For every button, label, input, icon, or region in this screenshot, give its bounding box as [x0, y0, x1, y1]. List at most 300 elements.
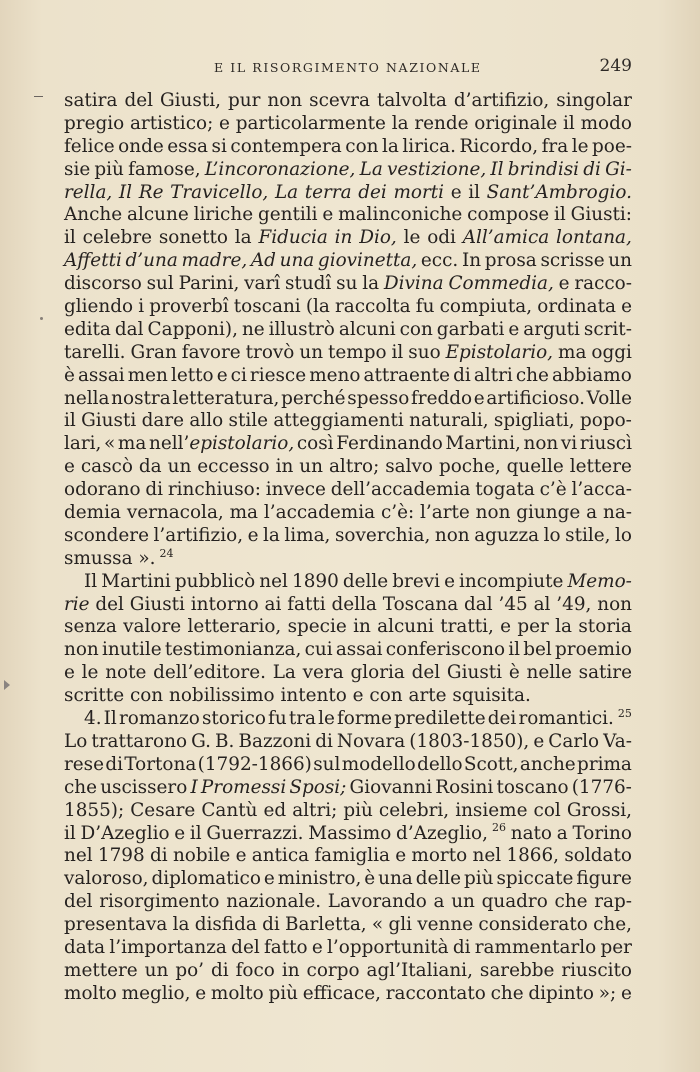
word: corpo [306, 959, 360, 981]
word: e [195, 982, 207, 1004]
word: ma [117, 433, 147, 455]
word: disfida [194, 914, 257, 936]
word: B. [215, 730, 235, 752]
word: Novara [336, 730, 406, 752]
word: risorgimento [99, 891, 220, 913]
word: con [399, 318, 433, 340]
word: attraente [363, 364, 451, 386]
word: cui [304, 639, 333, 661]
word: in [281, 959, 300, 981]
word: pregio [64, 112, 125, 134]
word: letteratura, [172, 387, 280, 409]
word: la [391, 112, 409, 134]
word: modello [341, 753, 416, 775]
word: di [105, 753, 123, 775]
word: a [556, 822, 568, 844]
word: Sposi; [289, 776, 347, 798]
word: e [473, 387, 485, 409]
word: particolarmente [235, 112, 386, 134]
text-line [64, 388, 632, 411]
footnote-ref: 26 [491, 821, 506, 835]
word: odorano [64, 479, 141, 501]
word: il [64, 227, 76, 249]
word: morto [411, 845, 468, 867]
word: giunge [516, 502, 581, 524]
text-line [64, 777, 632, 800]
word: quelle [506, 456, 564, 478]
word: tratti, [440, 616, 494, 638]
word: del [64, 891, 93, 913]
word: brindisi [507, 158, 580, 180]
word: fu [268, 708, 287, 730]
word: e [219, 112, 230, 134]
word: proverbî [149, 296, 229, 318]
word: liriche [193, 204, 254, 226]
word: Martini [101, 570, 171, 592]
word: e [621, 296, 632, 318]
word: che [554, 891, 588, 913]
word: un [299, 341, 324, 363]
word: un [608, 250, 632, 272]
word: non [475, 502, 511, 524]
text-line [64, 250, 632, 273]
text-line [64, 845, 632, 868]
text-line [64, 914, 632, 937]
word: arguti [523, 318, 580, 340]
word: non [64, 639, 99, 661]
word: Giovanni [349, 776, 433, 798]
word: Divina [383, 273, 444, 295]
word: Fiducia [258, 227, 328, 249]
word: contempera [230, 135, 342, 157]
word: favore [181, 341, 241, 363]
footnote-ref: 24 [159, 546, 174, 560]
word: assai [77, 364, 125, 386]
word: su [336, 273, 358, 295]
word: storico [201, 708, 266, 730]
word: Parini, [178, 273, 240, 295]
word: quadro [481, 891, 548, 913]
word: insieme [455, 799, 528, 821]
word: senza [64, 616, 117, 638]
word: demia [64, 502, 121, 524]
word: men [127, 364, 168, 386]
word: nobilissimo [169, 685, 275, 707]
word: del [411, 662, 441, 684]
word: Memo- [567, 570, 632, 592]
word: artificioso. [486, 387, 585, 409]
word: Anche [64, 204, 123, 226]
word: e [621, 982, 632, 1004]
word: molto [64, 982, 117, 1004]
word: ordinata [537, 296, 616, 318]
margin-arrow [4, 680, 10, 690]
word: agl’Italiani, [366, 959, 473, 981]
text-line [64, 159, 632, 182]
word: alcune [127, 204, 189, 226]
word: perché [281, 387, 346, 409]
word: le [403, 227, 421, 249]
word: dal [114, 318, 144, 340]
word: un [299, 456, 323, 478]
word: alcuni [338, 318, 396, 340]
word: Grossi, [566, 799, 632, 821]
word: con [129, 685, 164, 707]
word: che [490, 982, 524, 1004]
word: L’incoronazione, [204, 158, 356, 180]
word: Epistolario, [445, 341, 554, 363]
word: ci [230, 364, 247, 386]
word: Scott, [463, 753, 519, 775]
word: ma [229, 502, 259, 524]
word: poche, [438, 456, 501, 478]
word: Lo [64, 730, 88, 752]
word: della [331, 593, 377, 615]
text-line [64, 548, 632, 571]
word: famose, [128, 158, 201, 180]
word: per [517, 616, 549, 638]
word: malinconiche [338, 204, 463, 226]
word: diplomatico [151, 868, 261, 890]
word: pur [227, 90, 261, 111]
word: toscani [233, 296, 301, 318]
word: nel [472, 845, 502, 867]
word: ne [241, 318, 265, 340]
word: lari, [64, 433, 102, 455]
word: non [597, 593, 632, 615]
word: rie [64, 593, 90, 615]
word: na- [602, 502, 632, 524]
word: storia [578, 616, 632, 638]
word: lima, [284, 524, 331, 546]
word: Giusti [81, 410, 137, 432]
word: raccontato [385, 982, 486, 1004]
word: e [322, 204, 334, 226]
word: Volle [586, 387, 632, 409]
word: ecc. [420, 250, 459, 272]
word: spiccate [496, 868, 574, 890]
word: di [452, 936, 471, 958]
word: valoroso, [64, 868, 149, 890]
margin-speck [40, 317, 43, 320]
text-line [64, 754, 632, 777]
word: « [104, 433, 116, 455]
word: 4. [84, 708, 102, 730]
word: gliendo [64, 296, 134, 318]
word: Carlo [548, 730, 600, 752]
word: intorno [190, 593, 259, 615]
text-line [64, 708, 632, 731]
word: Torino [572, 822, 632, 844]
word: Re [138, 181, 164, 203]
word: la [263, 524, 280, 546]
word: fatti [287, 593, 326, 615]
word: trovò [245, 341, 295, 363]
word: il [468, 181, 481, 203]
word: e [64, 456, 75, 478]
word: riuscito [561, 959, 632, 981]
word: la [382, 135, 399, 157]
word: tempo [328, 341, 387, 363]
word: figure [576, 868, 632, 890]
word: talvolta [376, 90, 447, 111]
word: la [172, 914, 190, 936]
text-line [64, 983, 632, 1006]
word: studî [284, 273, 332, 295]
word: La [359, 158, 383, 180]
word: ed [263, 799, 287, 821]
text-line [64, 319, 632, 342]
word: Guerrazzi. [206, 822, 304, 844]
word: freddo [410, 387, 473, 409]
word: non [523, 433, 559, 455]
word: atteggiamenti [273, 410, 404, 432]
word: e [64, 662, 75, 684]
word: di [150, 845, 168, 867]
word: una [378, 868, 413, 890]
word: romantici. $^{25}$ [518, 706, 632, 730]
word: le [318, 708, 335, 730]
word: e [533, 730, 545, 752]
word: Dio, [359, 227, 397, 249]
word: venne [417, 914, 474, 936]
word: e [174, 822, 186, 844]
word: e [263, 868, 275, 890]
word: in [275, 456, 294, 478]
word: romanzo [118, 708, 200, 730]
word: lontana, [556, 227, 632, 249]
word: considerato [478, 914, 588, 936]
word: l’acca- [571, 479, 632, 501]
word: e [311, 936, 323, 958]
word: il [391, 341, 404, 363]
word: di [315, 730, 333, 752]
word: compose [467, 204, 550, 226]
text-line [64, 273, 632, 296]
word: con [369, 685, 403, 707]
word: G. [191, 730, 211, 752]
page-header [64, 56, 632, 80]
word: l’artifizio, [153, 524, 244, 546]
word: dare [141, 410, 185, 432]
word: Affetti [64, 250, 122, 272]
word: scritte [64, 685, 125, 707]
word: stile [228, 410, 268, 432]
word: del [231, 936, 260, 958]
word: All’amica [462, 227, 550, 249]
word: compiuta, [439, 296, 533, 318]
word: edita [64, 318, 111, 340]
word: toscano [496, 776, 569, 798]
word: dei [487, 708, 517, 730]
text-line [64, 227, 632, 250]
word: modo [580, 112, 632, 134]
word: un [144, 959, 169, 981]
word: racco- [574, 273, 632, 295]
text-line [64, 639, 632, 662]
word: fu [415, 296, 435, 318]
word: I [190, 776, 198, 798]
word: rap- [594, 891, 632, 913]
word: delle [415, 868, 462, 890]
word: delle [342, 570, 389, 592]
word: il [508, 639, 521, 661]
word: scrisse [540, 250, 605, 272]
word: terra [304, 181, 352, 203]
word: nel [259, 570, 288, 592]
word: l’arte [420, 502, 470, 524]
word: Il [103, 708, 117, 730]
word: scrit- [583, 318, 632, 340]
running-head: E IL RISORGIMENTO NAZIONALE [214, 60, 482, 75]
word: vestizione, [387, 158, 487, 180]
word: un [451, 891, 475, 913]
word: Cesare [130, 799, 196, 821]
word: cascò [80, 456, 133, 478]
word: squisita. [452, 685, 531, 707]
text-line [64, 365, 632, 388]
word: D’Azeglio [80, 822, 170, 844]
word: lo [615, 524, 632, 546]
word: l’accademia [263, 502, 376, 524]
word: presentava [64, 914, 168, 936]
word: in [334, 227, 353, 249]
word: d’artifizio, [453, 90, 550, 111]
word: del [95, 593, 124, 615]
word: 1798 [97, 845, 145, 867]
word: e [450, 181, 462, 203]
text-line [64, 616, 632, 639]
word: Ad [250, 250, 276, 272]
word: foco [235, 959, 275, 981]
word: »; [598, 982, 617, 1004]
word: conferiscono [385, 639, 506, 661]
word: (la [305, 296, 330, 318]
word: Gran [130, 341, 177, 363]
word: proemio [555, 639, 632, 661]
text-line [64, 662, 632, 685]
word: sie [64, 158, 91, 180]
word: col [533, 799, 561, 821]
word: naturali, [409, 410, 489, 432]
word: sul [146, 273, 174, 295]
word: scevra [309, 90, 370, 111]
word: c’è: [380, 502, 415, 524]
word: non [267, 90, 303, 111]
word: garbati [436, 318, 505, 340]
word: nel [64, 845, 93, 867]
word: nazionale. [226, 891, 322, 913]
text-line [64, 571, 632, 594]
word: la [234, 227, 252, 249]
word: vera [302, 662, 344, 684]
word: dei [358, 181, 387, 203]
word: meno [309, 364, 361, 386]
word: Tortona [124, 753, 197, 775]
word: in [353, 616, 371, 638]
word: è [64, 364, 75, 386]
word: soldato [564, 845, 632, 867]
word: e [558, 273, 570, 295]
word: varî [244, 273, 281, 295]
word: Capponi), [147, 318, 238, 340]
word: una [279, 250, 315, 272]
text-line [64, 433, 632, 456]
text-line [64, 479, 632, 502]
word: felice [64, 135, 115, 157]
word: nato [510, 822, 552, 844]
word: artistico; [129, 112, 214, 134]
word: oggi [591, 341, 632, 363]
word: e [500, 616, 512, 638]
word: più [268, 982, 299, 1004]
word: celebre [82, 227, 152, 249]
text-line [64, 296, 632, 319]
word: nostra [111, 387, 171, 409]
word: da [138, 456, 162, 478]
word: aguzza [474, 524, 540, 546]
word: un [167, 456, 192, 478]
text-line [64, 113, 632, 136]
word: di [583, 158, 601, 180]
word: satire [578, 662, 632, 684]
text-line [64, 342, 632, 365]
word: rende [414, 112, 469, 134]
word: giovinetta, [317, 250, 418, 272]
word: Gi- [605, 158, 632, 180]
word: 1855); [64, 799, 125, 821]
word: onde [118, 135, 164, 157]
word: eccesso [197, 456, 270, 478]
word: scondere [64, 524, 149, 546]
word: « [371, 914, 384, 936]
word: nelle [526, 662, 572, 684]
word: dal [464, 593, 493, 615]
word: così [296, 433, 334, 455]
word: testimonianza, [164, 639, 302, 661]
word: incompiute [459, 570, 564, 592]
word: 1866, [506, 845, 560, 867]
word: fra [541, 135, 569, 157]
footnote-ref: 25 [617, 706, 632, 720]
word: d’Azeglio, $^{26}$ [396, 821, 506, 844]
text-line [64, 594, 632, 617]
word: vi [560, 433, 578, 455]
word: e [352, 685, 364, 707]
word: sonetto [158, 227, 228, 249]
word: suo [408, 341, 441, 363]
word: di [210, 959, 229, 981]
word: Promessi [200, 776, 287, 798]
word: morti [393, 181, 445, 203]
word: 1890 [292, 570, 339, 592]
word: po’ [175, 959, 205, 981]
word: invece [265, 479, 326, 501]
word: salvo [385, 456, 433, 478]
word: di [145, 479, 164, 501]
word: lettere [569, 456, 632, 478]
word: pubblicò [174, 570, 256, 592]
word: In [461, 250, 482, 272]
word: Il [84, 570, 98, 592]
word: allo [189, 410, 224, 432]
word: stile, [565, 524, 611, 546]
word: è [364, 868, 376, 890]
word: più [343, 799, 373, 821]
word: al [533, 593, 551, 615]
word: altri; [292, 799, 338, 821]
text-line [64, 960, 632, 983]
